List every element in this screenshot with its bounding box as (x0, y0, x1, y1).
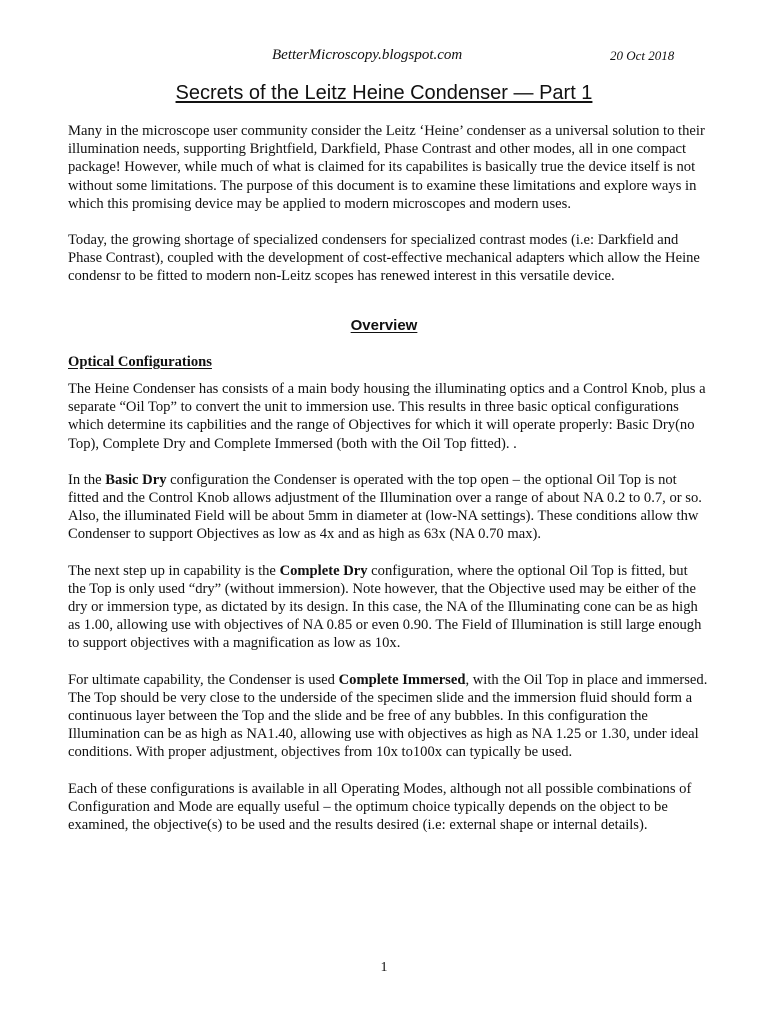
page-number: 1 (380, 960, 388, 975)
complete-immersed-paragraph (68, 671, 708, 762)
header-site: BetterMicroscopy.blogspot.com (272, 47, 463, 63)
basic-dry-text-pre: In the (68, 471, 106, 488)
intro-paragraph-2: Today, the growing shortage of specialized condensers for specialized contrast modes (i.e: Darkfield and Phase Contrast), coupled with the development of cost-effective mechanical adapters which allow the Heine condensr to be fitted to modern non-Leitz scopes has renewed interest in this versatile device. (68, 232, 700, 285)
header-date: 20 Oct 2018 (610, 48, 675, 63)
complete-dry-text-post: configuration, where the optional Oil Top is fitted, but the Top is only used “dry” (without immersion). Note however, that the Objective used may be either of the dry or immersion type, as dictated by its design. In this case, the NA of the Illuminating cone can be as high as 1.00, allowing use with objectives of NA 0.85 or even 0.90. The Field of Illumination is still large enough to support objectives with a magnification as low as 10x. (68, 562, 702, 652)
operating-modes-paragraph: Each of these configurations is available in all Operating Modes, although not all possible combinations of Configuration and Mode are equally useful – the optimum choice typically depends on the object to be examined, the objective(s) to be used and the results desired (i.e: external shape or internal details). (68, 780, 692, 834)
intro-paragraph-1: Many in the microscope user community consider the Leitz ‘Heine’ condenser as a universal solution to their illumination needs, supporting Brightfield, Darkfield, Phase Contrast and other modes, all in one compact package! However, while much of what is claimed for its capabilites is basically true the device itself is not without some limitations. The purpose of this document is to examine these limitations and explore ways in which this promising device may be applied to modern microscopes and modern uses. (68, 123, 705, 212)
complete-dry-term: Complete Dry (279, 562, 368, 579)
intro-section (68, 122, 708, 286)
optical-configurations-heading: Optical Configurations (68, 354, 212, 370)
complete-dry-paragraph (68, 562, 708, 653)
basic-dry-text-post: configuration the Condenser is operated with the top open – the optional Oil Top is not fitted and the Control Knob allows adjustment of the Illumination over a range of about NA 0.2 to 0.7, or so. Also, the illuminated Field will be about 5mm in diameter at (low-NA settings). These conditions allow thw Condenser to support Objectives as low as 4x and as high as 63x (NA 0.70 max). (68, 471, 702, 543)
complete-immersed-text-pre: For ultimate capability, the Condenser is used (68, 671, 339, 688)
document-title: Secrets of the Leitz Heine Condenser — Part 1 (175, 82, 593, 104)
complete-immersed-term: Complete Immersed (338, 671, 466, 688)
overview-section (68, 380, 708, 834)
basic-dry-term: Basic Dry (105, 471, 167, 488)
complete-immersed-text-post: , with the Oil Top in place and immersed. The Top should be very close to the underside of the specimen slide and the immersion fluid should form a continuous layer between the Top and the slide and be free of any bubbles. In this configuration the Illumination can be as high as NA1.40, allowing use with objectives as high as NA 1.25 or 1.30, under ideal conditions. With proper adjustment, objectives from 10x to100x can typically be used. (68, 671, 708, 761)
basic-dry-paragraph (68, 471, 708, 544)
complete-dry-text-pre: The next step up in capability is the (68, 562, 280, 579)
overview-heading: Overview (350, 317, 418, 334)
overview-paragraph-1: The Heine Condenser has consists of a main body housing the illuminating optics and a Control Knob, plus a separate “Oil Top” to convert the unit to immersion use. This results in three basic optical configurations which determine its capbilities and the range of Objectives for which it will operate properly: Basic Dry(no Top), Complete Dry and Complete Immersed (both with the Oil Top fitted). . (68, 381, 706, 452)
